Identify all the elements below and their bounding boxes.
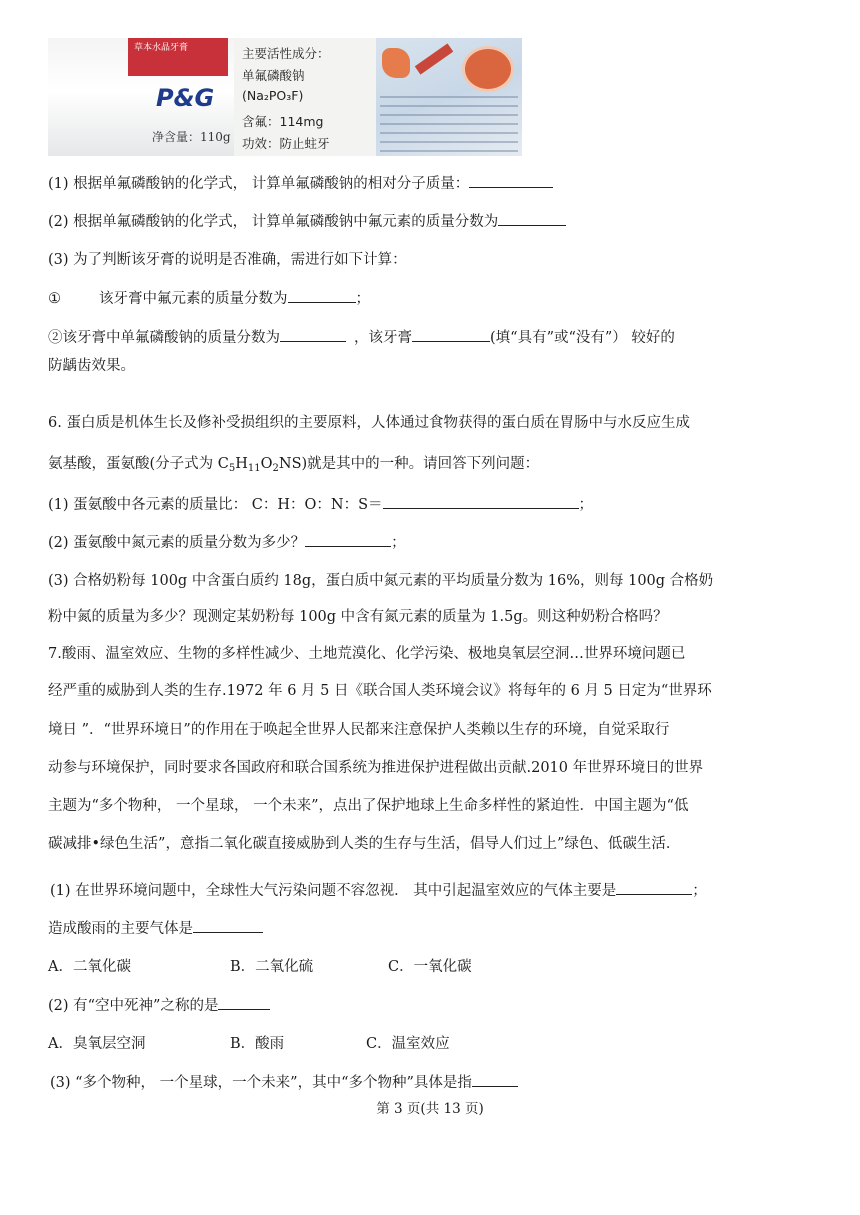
q5-calc2-text-d: 防龋齿效果。 xyxy=(48,358,135,374)
fine-print xyxy=(380,96,518,154)
q7-stem-text: 7.酸雨、温室效应、生物的多样性减少、土地荒漠化、化学污染、极地臭氧层空洞…世界环境问题已 xyxy=(48,646,686,662)
q7-stem-line xyxy=(48,681,712,701)
q6-stem-line2 xyxy=(48,454,539,479)
answer-blank[interactable] xyxy=(280,327,346,342)
band-text: 草本水晶牙膏 xyxy=(134,43,189,53)
answer-blank[interactable] xyxy=(469,173,553,188)
q5-calc2-cont xyxy=(48,356,135,376)
q6-part1 xyxy=(48,494,593,515)
q7-part1-text: (1) 在世界环境问题中，全球性大气污染问题不容忽视． 其中引起温室效应的气体主要是 xyxy=(50,883,617,899)
q7-part2 xyxy=(48,995,270,1016)
q5-calc2-text: ②该牙膏中单氟磷酸钠的质量分数为 xyxy=(48,330,280,346)
q6-stem-text: 6. 蛋白质是机体生长及修补受损组织的主要原料，人体通过食物获得的蛋白质在胃肠中与水反应生成 xyxy=(48,415,690,431)
q5-part1-text: (1) 根据单氟磷酸钠的化学式， 计算单氟磷酸钠的相对分子质量： xyxy=(48,176,470,192)
info-line: 功效：防止蛀牙 xyxy=(242,136,330,151)
q7-part3-text: (3) “多个物种， 一个星球，一个未来”，其中“多个物种”具体是指 xyxy=(50,1075,472,1091)
net-weight-label: 净含量：110g xyxy=(152,130,231,144)
q6-stem-line1 xyxy=(48,413,690,433)
brand-logo: P&G xyxy=(156,84,215,112)
q7-stem-line xyxy=(48,834,680,854)
q7-part1-text-b: 造成酸雨的主要气体是 xyxy=(48,921,193,937)
q7-stem-text: 主题为“多个物种， 一个星球， 一个未来”，点出了保护地球上生命多样性的紧迫性．中国主题为“低 xyxy=(48,798,689,814)
q6-part3-line2 xyxy=(48,607,668,627)
answer-blank[interactable] xyxy=(383,494,579,509)
q6-part1-text: (1) 蛋氨酸中各元素的质量比： C：H：O：N：S＝ xyxy=(48,497,383,513)
q5-calc1-text: 该牙膏中氟元素的质量分数为 xyxy=(99,291,288,307)
toothpaste-tube xyxy=(48,38,234,156)
element-symbol: O xyxy=(260,456,273,472)
q5-calc2-text-c: (填“具有”或“没有”） 较好的 xyxy=(490,330,675,346)
punctuation: ； xyxy=(391,535,406,551)
toothbrush-icon xyxy=(415,43,454,74)
option-c[interactable]: C．温室效应 xyxy=(366,1036,450,1052)
ingredient-panel xyxy=(234,38,376,156)
q6-part2-text: (2) 蛋氨酸中氮元素的质量分数为多少？ xyxy=(48,535,306,551)
q7-part1 xyxy=(50,880,707,901)
q7-stem-line xyxy=(48,644,685,664)
page-footer: 第 3 页(共 13 页) xyxy=(376,1101,484,1117)
q6-part3-text: 粉中氮的质量为多少？现测定某奶粉每 100g 中含有氮元素的质量为 1.5g。则这种奶粉合格吗？ xyxy=(48,609,668,625)
subscript: 11 xyxy=(247,463,261,474)
circle-one-marker: ① xyxy=(48,291,61,307)
toothpaste-photo xyxy=(48,38,522,156)
answer-blank[interactable] xyxy=(616,880,692,895)
punctuation: ； xyxy=(578,497,594,513)
q5-part2 xyxy=(48,211,566,232)
subscript: 5 xyxy=(228,463,236,474)
q7-stem-line xyxy=(48,758,703,778)
q5-part3-text: (3) 为了判断该牙膏的说明是否准确，需进行如下计算： xyxy=(48,252,407,268)
info-line: 单氟磷酸钠 xyxy=(242,68,305,83)
answer-blank[interactable] xyxy=(472,1072,518,1087)
q6-part2 xyxy=(48,532,406,553)
option-a[interactable]: A．二氧化碳 xyxy=(48,959,131,975)
mouth-icon xyxy=(462,46,514,92)
q5-calc2 xyxy=(48,327,675,348)
q7-stem-line xyxy=(48,720,669,740)
answer-blank[interactable] xyxy=(412,327,490,342)
q6-part3-text: (3) 合格奶粉每 100g 中含蛋白质约 18g，蛋白质中氮元素的平均质量分数为 16%，则每 100g 合格奶 xyxy=(48,573,714,589)
q7-stem-text: 动参与环境保护，同时要求各国政府和联合国系统为推进保护进程做出贡献.2010 年世界环境日的世界 xyxy=(48,760,704,776)
option-b[interactable]: B．酸雨 xyxy=(230,1036,285,1052)
info-line: (Na₂PO₃F) xyxy=(242,88,304,103)
q7-part3 xyxy=(50,1072,518,1093)
info-line: 含氟：114mg xyxy=(242,114,324,129)
answer-blank[interactable] xyxy=(498,211,566,226)
q7-stem-text: 境日 ”．“世界环境日”的作用在于唤起全世界人民都来注意保护人类赖以生存的环境，自觉采取行 xyxy=(48,722,670,738)
illustration-panel xyxy=(376,38,522,156)
q5-part2-text: (2) 根据单氟磷酸钠的化学式， 计算单氟磷酸钠中氟元素的质量分数为 xyxy=(48,214,499,230)
q5-calc1 xyxy=(48,288,370,309)
q5-calc2-text-b: ，该牙膏 xyxy=(354,330,412,346)
option-a[interactable]: A．臭氧层空洞 xyxy=(48,1036,146,1052)
q7-stem-text: 经严重的威胁到人类的生存.1972 年 6 月 5 日《联合国人类环境会议》将每年的 6 月 5 日定为“世界环 xyxy=(48,683,712,699)
q7-stem-line xyxy=(48,796,688,816)
option-c[interactable]: C．一氧化碳 xyxy=(388,959,472,975)
tooth-icon xyxy=(382,48,410,78)
answer-blank[interactable] xyxy=(218,995,270,1010)
q7-part2-text: (2) 有“空中死神”之称的是 xyxy=(48,998,219,1014)
answer-blank[interactable] xyxy=(305,532,391,547)
q5-part1 xyxy=(48,173,553,194)
subscript: 2 xyxy=(272,463,279,474)
punctuation: ； xyxy=(692,883,707,899)
element-symbol: H xyxy=(235,456,248,472)
tube-band xyxy=(128,38,228,76)
q7-stem-text: 碳减排•绿色生活”，意指二氧化碳直接威胁到人类的生存与生活，倡导人们过上”绿色、低碳生活． xyxy=(48,836,681,852)
q6-stem-text: NS)就是其中的一种。请回答下列问题： xyxy=(278,456,540,472)
info-line: 主要活性成分： xyxy=(242,46,330,61)
answer-blank[interactable] xyxy=(288,288,356,303)
answer-blank[interactable] xyxy=(193,918,263,933)
option-b[interactable]: B．二氧化硫 xyxy=(230,959,314,975)
punctuation: ； xyxy=(355,291,370,307)
q5-part3 xyxy=(48,250,407,270)
q7-part1-b xyxy=(48,918,263,939)
q6-part3-line1 xyxy=(48,571,713,591)
q6-stem-text: 氨基酸，蛋氨酸(分子式为 C xyxy=(48,456,229,472)
